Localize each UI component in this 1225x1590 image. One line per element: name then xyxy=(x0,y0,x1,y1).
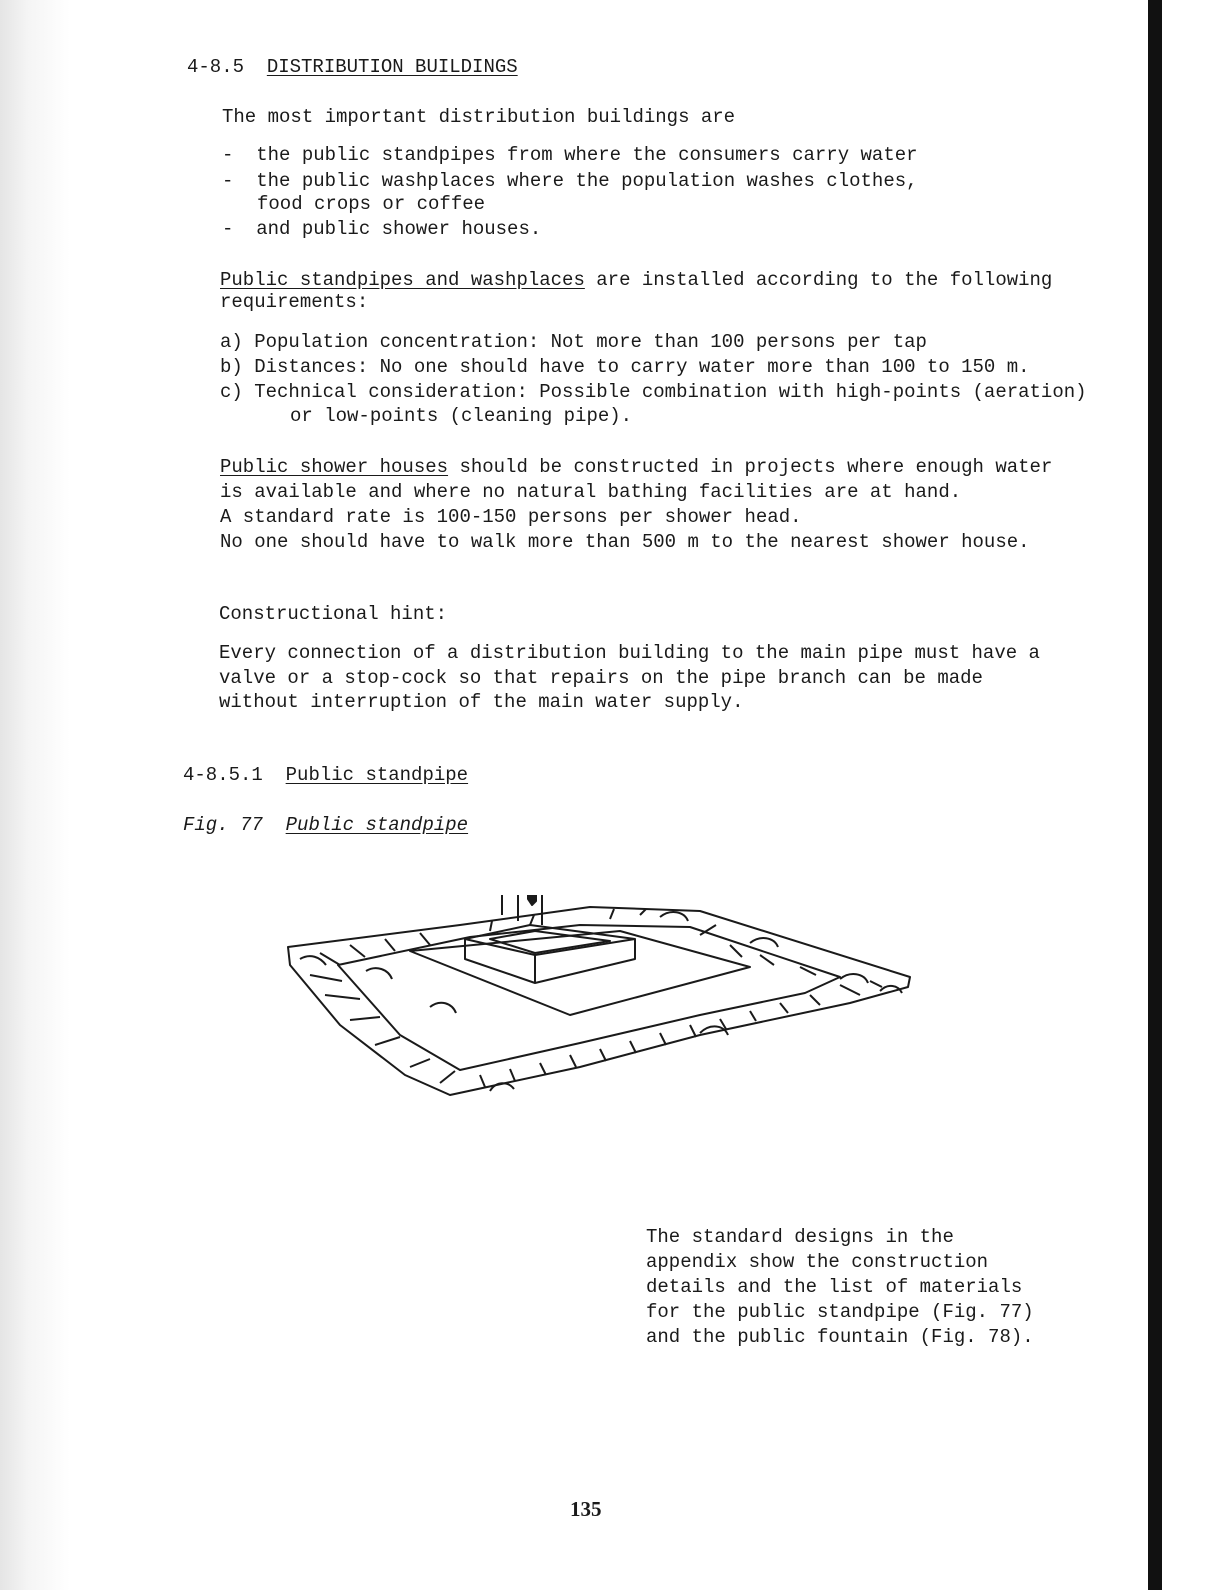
page-number: 135 xyxy=(570,1497,602,1521)
figure-heading xyxy=(183,814,468,836)
caption-line: for the public standpipe (Fig. 77) xyxy=(646,1301,1034,1323)
caption-line: and the public fountain (Fig. 78). xyxy=(646,1326,1034,1348)
section-number: 4-8.5 xyxy=(187,56,245,78)
figure-title: Public standpipe xyxy=(285,814,469,836)
shower-line: No one should have to walk more than 500 m to the nearest shower house. xyxy=(220,531,1030,553)
shower-line: is available and where no natural bathing facilities are at hand. xyxy=(220,481,962,503)
section-title: DISTRIBUTION BUILDINGS xyxy=(266,56,518,78)
intro-text: The most important distribution buildings are xyxy=(222,106,736,128)
scan-shadow-left xyxy=(0,0,70,1590)
subsection-number: 4-8.5.1 xyxy=(183,764,263,786)
shower-paragraph: Public shower houses should be constructed in projects where enough water xyxy=(220,456,1053,478)
subsection-heading xyxy=(183,764,468,786)
list-item-continuation: food crops or coffee xyxy=(257,193,486,215)
hint-line: Every connection of a distribution building to the main pipe must have a xyxy=(219,642,1040,664)
shower-line: A standard rate is 100-150 persons per shower head. xyxy=(220,506,802,528)
tap-icon xyxy=(528,895,536,905)
list-item: - the public washplaces where the population washes clothes, xyxy=(222,170,918,192)
hint-line: valve or a stop-cock so that repairs on the pipe branch can be made xyxy=(219,667,983,689)
caption-line: appendix show the construction xyxy=(646,1251,989,1273)
hint-title: Constructional hint: xyxy=(219,603,448,625)
scan-edge-right xyxy=(1148,0,1162,1590)
standpipes-paragraph-line2: requirements: xyxy=(220,291,369,313)
requirement-item: a) Population concentration: Not more than 100 persons per tap xyxy=(220,331,927,353)
caption-line: details and the list of materials xyxy=(646,1276,1023,1298)
list-item: - and public shower houses. xyxy=(222,218,542,240)
hint-line: without interruption of the main water supply. xyxy=(219,691,744,713)
section-heading xyxy=(187,56,518,78)
caption-line: The standard designs in the xyxy=(646,1226,954,1248)
list-item: - the public standpipes from where the consumers carry water xyxy=(222,144,918,166)
requirement-item-continuation: or low-points (cleaning pipe). xyxy=(290,405,633,427)
standpipes-underlined: Public standpipes and washplaces xyxy=(220,269,585,291)
shower-underlined: Public shower houses xyxy=(220,456,449,478)
requirement-item: c) Technical consideration: Possible combination with high-points (aeration) xyxy=(220,381,1087,403)
figure-label: Fig. 77 xyxy=(183,814,263,836)
standpipe-illustration xyxy=(280,895,920,1215)
requirement-item: b) Distances: No one should have to carry water more than 100 to 150 m. xyxy=(220,356,1030,378)
subsection-title: Public standpipe xyxy=(285,764,469,786)
standpipes-paragraph: Public standpipes and washplaces are installed according to the following xyxy=(220,269,1053,291)
